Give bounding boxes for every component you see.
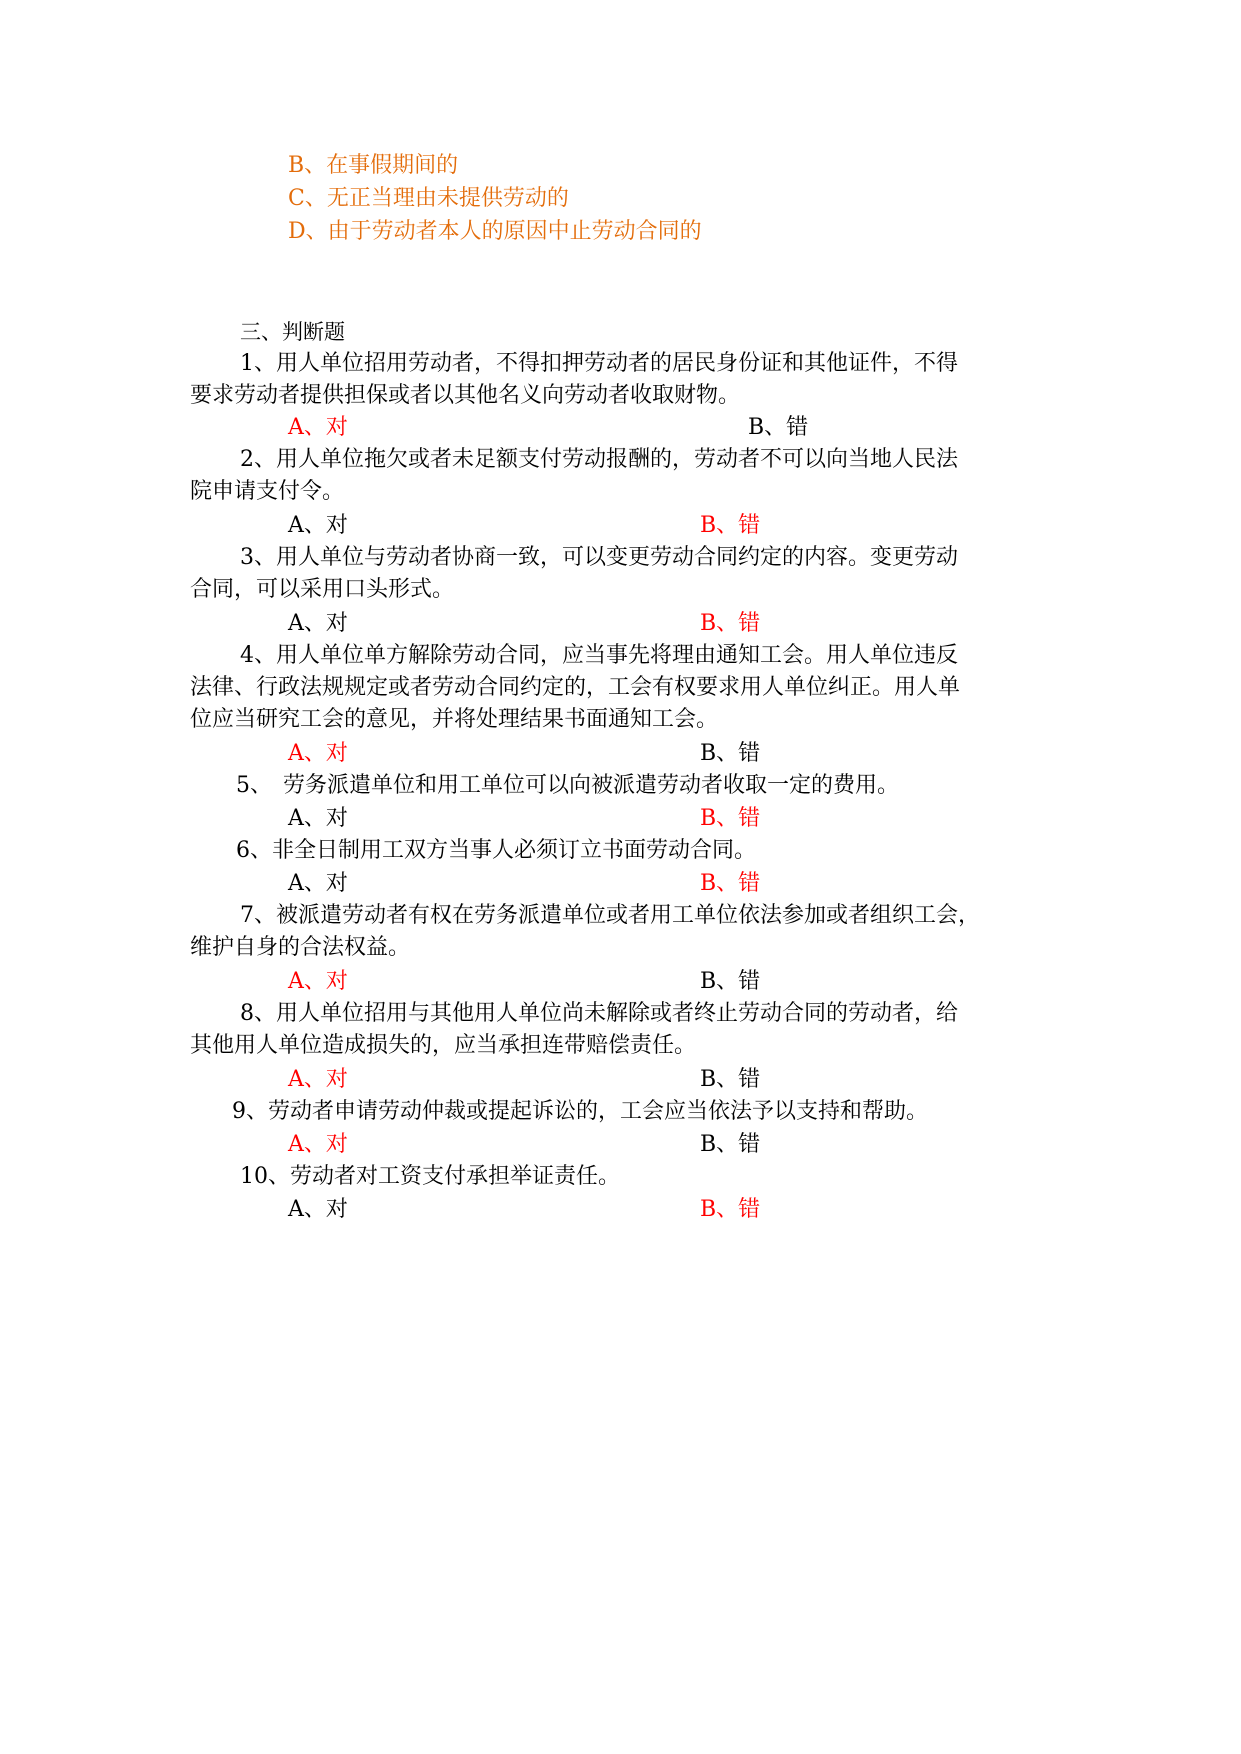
question-5-option-b: B、错 bbox=[700, 806, 761, 831]
question-4-line-3: 位应当研究工会的意见，并将处理结果书面通知工会。 bbox=[190, 707, 719, 732]
question-10-line-1: 10、劳动者对工资支付承担举证责任。 bbox=[240, 1164, 620, 1189]
question-1-line-1: 1、用人单位招用劳动者，不得扣押劳动者的居民身份证和其他证件，不得 bbox=[240, 351, 958, 376]
question-9-option-a: A、对 bbox=[288, 1132, 348, 1157]
question-7-option-a: A、对 bbox=[288, 969, 348, 994]
question-6-option-a: A、对 bbox=[288, 871, 348, 896]
question-10-option-b: B、错 bbox=[700, 1197, 761, 1222]
question-8-line-2: 其他用人单位造成损失的，应当承担连带赔偿责任。 bbox=[190, 1033, 697, 1058]
question-8-option-b: B、错 bbox=[700, 1067, 761, 1092]
question-1-option-b: B、错 bbox=[748, 415, 809, 440]
question-4-option-b: B、错 bbox=[700, 741, 761, 766]
question-8-option-a: A、对 bbox=[288, 1067, 348, 1092]
question-1-line-2: 要求劳动者提供担保或者以其他名义向劳动者收取财物。 bbox=[190, 383, 741, 408]
question-7-line-1: 7、被派遣劳动者有权在劳务派遣单位或者用工单位依法参加或者组织工会， bbox=[240, 903, 980, 928]
question-6-line-1: 6、非全日制用工双方当事人必须订立书面劳动合同。 bbox=[236, 838, 756, 863]
question-2-option-b: B、错 bbox=[700, 513, 761, 538]
question-4-line-1: 4、用人单位单方解除劳动合同，应当事先将理由通知工会。用人单位违反 bbox=[240, 643, 958, 668]
question-4-line-2: 法律、行政法规规定或者劳动合同约定的，工会有权要求用人单位纠正。用人单 bbox=[190, 675, 961, 700]
question-4-option-a: A、对 bbox=[288, 741, 348, 766]
question-5-option-a: A、对 bbox=[288, 806, 348, 831]
question-3-option-a: A、对 bbox=[288, 611, 348, 636]
carryover-option-d: D、由于劳动者本人的原因中止劳动合同的 bbox=[288, 219, 702, 244]
question-10-option-a: A、对 bbox=[288, 1197, 348, 1222]
question-3-line-1: 3、用人单位与劳动者协商一致，可以变更劳动合同约定的内容。变更劳动 bbox=[240, 545, 958, 570]
question-8-line-1: 8、用人单位招用与其他用人单位尚未解除或者终止劳动合同的劳动者，给 bbox=[240, 1001, 958, 1026]
question-9-line-1: 9、劳动者申请劳动仲裁或提起诉讼的，工会应当依法予以支持和帮助。 bbox=[232, 1099, 928, 1124]
question-2-option-a: A、对 bbox=[288, 513, 348, 538]
carryover-option-b: B、在事假期间的 bbox=[288, 153, 459, 178]
question-3-option-b: B、错 bbox=[700, 611, 761, 636]
question-5-line-1: 5、 劳务派遣单位和用工单位可以向被派遣劳动者收取一定的费用。 bbox=[236, 773, 899, 798]
question-7-line-2: 维护自身的合法权益。 bbox=[190, 935, 411, 960]
question-6-option-b: B、错 bbox=[700, 871, 761, 896]
carryover-option-c: C、无正当理由未提供劳动的 bbox=[288, 186, 569, 211]
question-2-line-2: 院申请支付令。 bbox=[190, 479, 345, 504]
question-3-line-2: 合同，可以采用口头形式。 bbox=[190, 577, 455, 602]
question-1-option-a: A、对 bbox=[288, 415, 348, 440]
question-2-line-1: 2、用人单位拖欠或者未足额支付劳动报酬的，劳动者不可以向当地人民法 bbox=[240, 447, 958, 472]
section-title: 三、判断题 bbox=[240, 320, 345, 344]
question-9-option-b: B、错 bbox=[700, 1132, 761, 1157]
question-7-option-b: B、错 bbox=[700, 969, 761, 994]
